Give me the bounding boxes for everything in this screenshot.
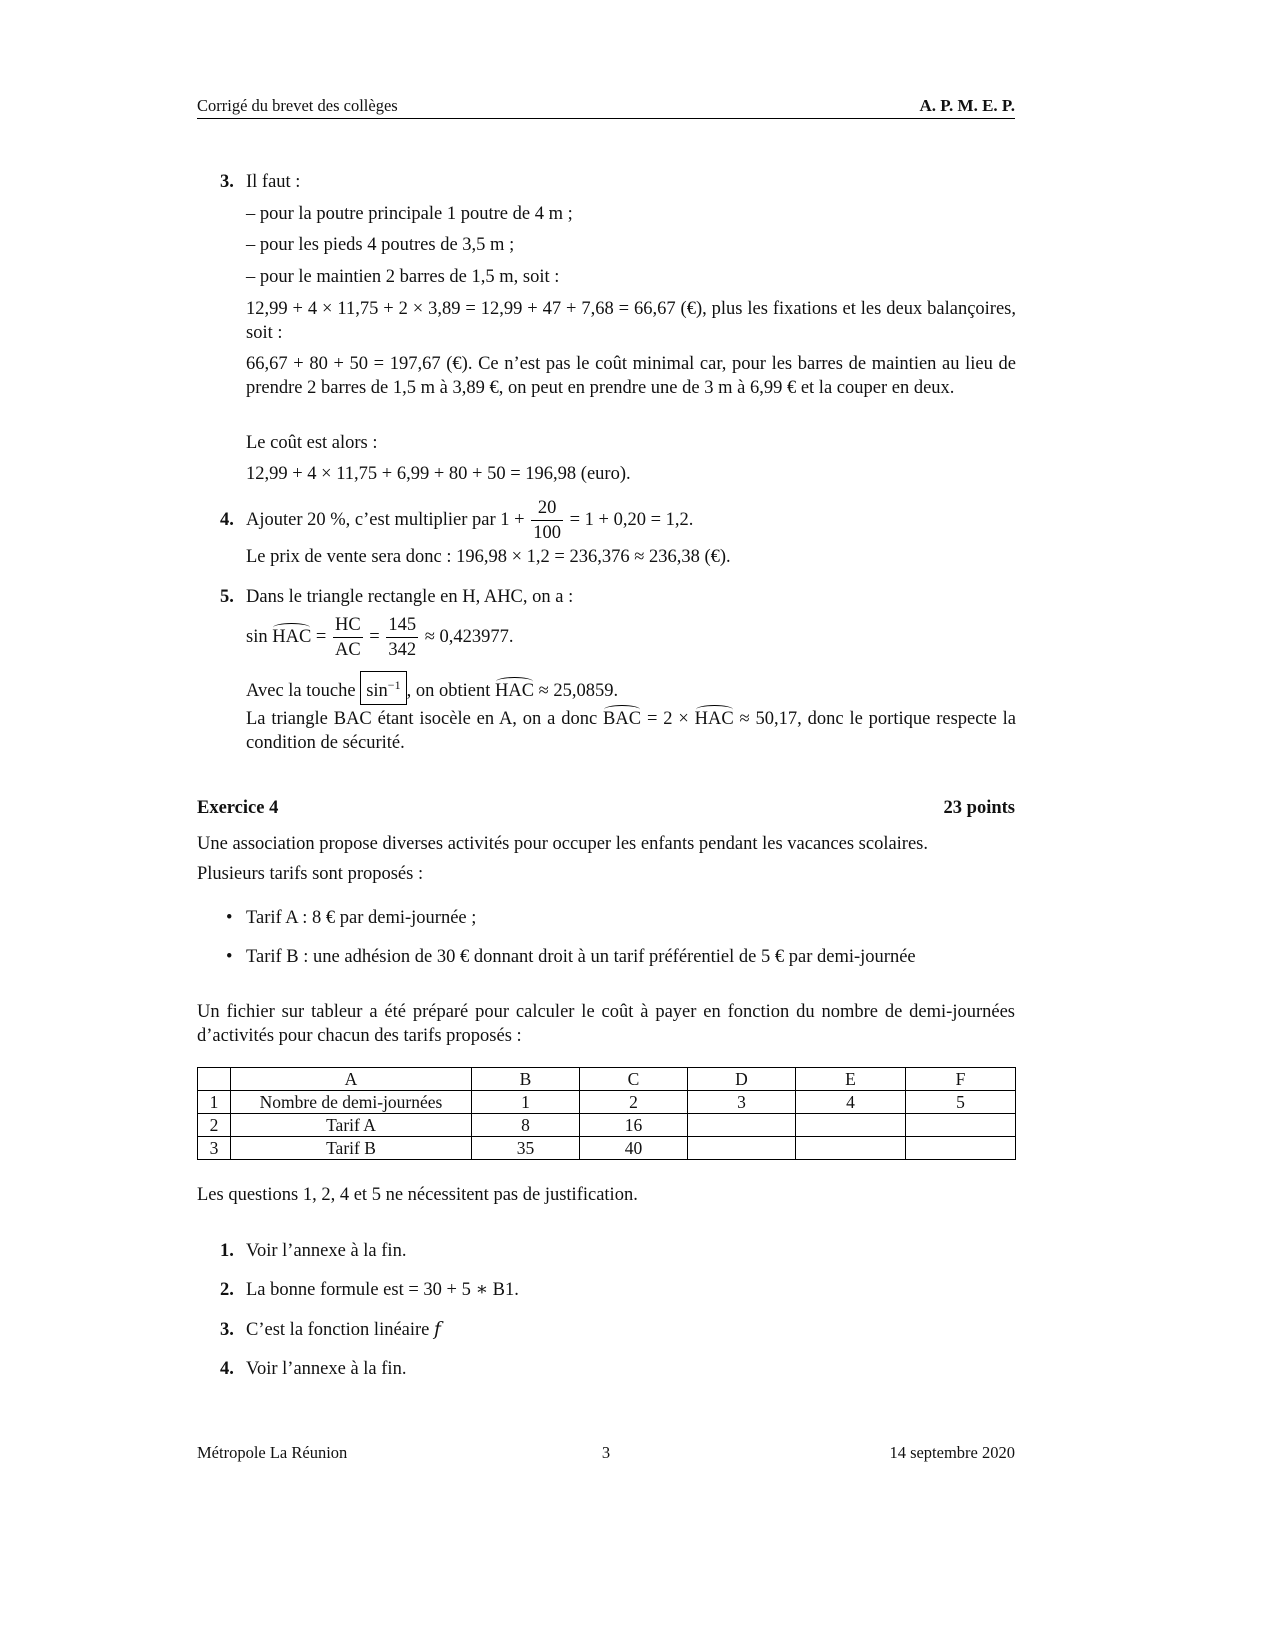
answer-item: 2. La bonne formule est = 30 + 5 ∗ B1. — [220, 1280, 519, 1300]
q3-calc2: 66,67 + 80 + 50 = 197,67 (€). Ce n’est pas le coût minimal car, pour les barres de maintien au lieu de prendre 2 barres de 1,5 m à 3,89 €, on peut en prendre une de 3 m à 6,99 € et la couper en deux. — [246, 354, 1016, 398]
q5-sin-line: sin HAC = $\frac{HC}{AC}$ = $\frac{145}{342}$ ≈ 0,423977. — [246, 615, 514, 660]
answer-item: 4. Voir l’annexe à la fin. — [220, 1359, 407, 1379]
exercise-title: Exercice 4 — [197, 798, 279, 818]
q3-calc3: 12,99 + 4 × 11,75 + 6,99 + 80 + 50 = 196,98 (euro). — [246, 464, 631, 484]
q5-key-line: Avec la touche $\sin^{-1}$ , on obtient HAC ≈ 25,0859. — [246, 671, 1016, 705]
exercise-points: 23 points — [943, 798, 1015, 818]
answer-item: 1. Voir l’annexe à la fin. — [220, 1241, 407, 1261]
exercise-heading — [197, 796, 1015, 820]
footer-location: Métropole La Réunion — [197, 1443, 348, 1462]
fraction: $\frac{20}{100}$ — [533, 498, 561, 543]
ex4-note: Les questions 1, 2, 4 et 5 ne nécessitent pas de justification. — [197, 1185, 638, 1205]
answer-item: 3. C’est la fonction linéaire 𝑓 — [220, 1320, 441, 1340]
calculator-key: $\sin^{-1}$ — [360, 671, 406, 705]
header-title: Corrigé du brevet des collèges — [197, 96, 398, 115]
q4-line1: 4. Ajouter 20 %, c’est multiplier par 1 + $\frac{20}{100}$ = 1 + 0,20 = 1,2. — [220, 498, 694, 543]
ex4-p2: Plusieurs tarifs sont proposés : — [197, 864, 424, 884]
page-header — [197, 96, 1015, 119]
table-header-row: A B C D E F — [198, 1068, 1016, 1091]
q5-intro: 5. Dans le triangle rectangle en H, AHC, on a : — [220, 587, 574, 607]
spreadsheet-table — [197, 1067, 1016, 1160]
page-footer — [197, 1443, 1015, 1463]
q3-item: – pour les pieds 4 poutres de 3,5 m ; — [246, 235, 515, 255]
bullet-item: • Tarif B : une adhésion de 30 € donnant droit à un tarif préférentiel de 5 € par demi-journée — [226, 947, 916, 967]
bullet-item: • Tarif A : 8 € par demi-journée ; — [226, 908, 477, 928]
ex4-p3: Un fichier sur tableur a été préparé pour calculer le coût à payer en fonction du nombre de demi-journées d’activités pour chacun des tarifs proposés : — [197, 1002, 1015, 1046]
ex4-p1: Une association propose diverses activités pour occuper les enfants pendant les vacances scolaires. — [197, 834, 929, 854]
footer-date: 14 septembre 2020 — [889, 1443, 1015, 1462]
table-row: 2 Tarif A 8 16 — [198, 1114, 1016, 1137]
q3-calc1: 12,99 + 4 × 11,75 + 2 × 3,89 = 12,99 + 47 + 7,68 = 66,67 (€), plus les fixations et les deux balançoires, soit : — [246, 299, 1016, 343]
table-row: 1 Nombre de demi-journées 1 2 3 4 5 — [198, 1091, 1016, 1114]
page-number: 3 — [601, 1443, 611, 1462]
table-row: 3 Tarif B 35 40 — [198, 1137, 1016, 1160]
q3-item: – pour le maintien 2 barres de 1,5 m, soit : — [246, 267, 560, 287]
q5-conclusion: La triangle BAC étant isocèle en A, on a donc BAC = 2 × HAC ≈ 50,17, donc le portique respecte la condition de sécurité. — [246, 709, 1016, 753]
fraction: $\frac{HC}{AC}$ — [334, 615, 361, 660]
q3-item: – pour la poutre principale 1 poutre de 4 m ; — [246, 204, 573, 224]
q3-intro: 3. Il faut : — [220, 172, 301, 192]
q4-line2: Le prix de vente sera donc : 196,98 × 1,2 = 236,376 ≈ 236,38 (€). — [246, 547, 731, 567]
fraction: $\frac{145}{342}$ — [388, 615, 417, 660]
header-org: A. P. M. E. P. — [919, 96, 1015, 115]
q3-cost-intro: Le coût est alors : — [246, 433, 378, 453]
